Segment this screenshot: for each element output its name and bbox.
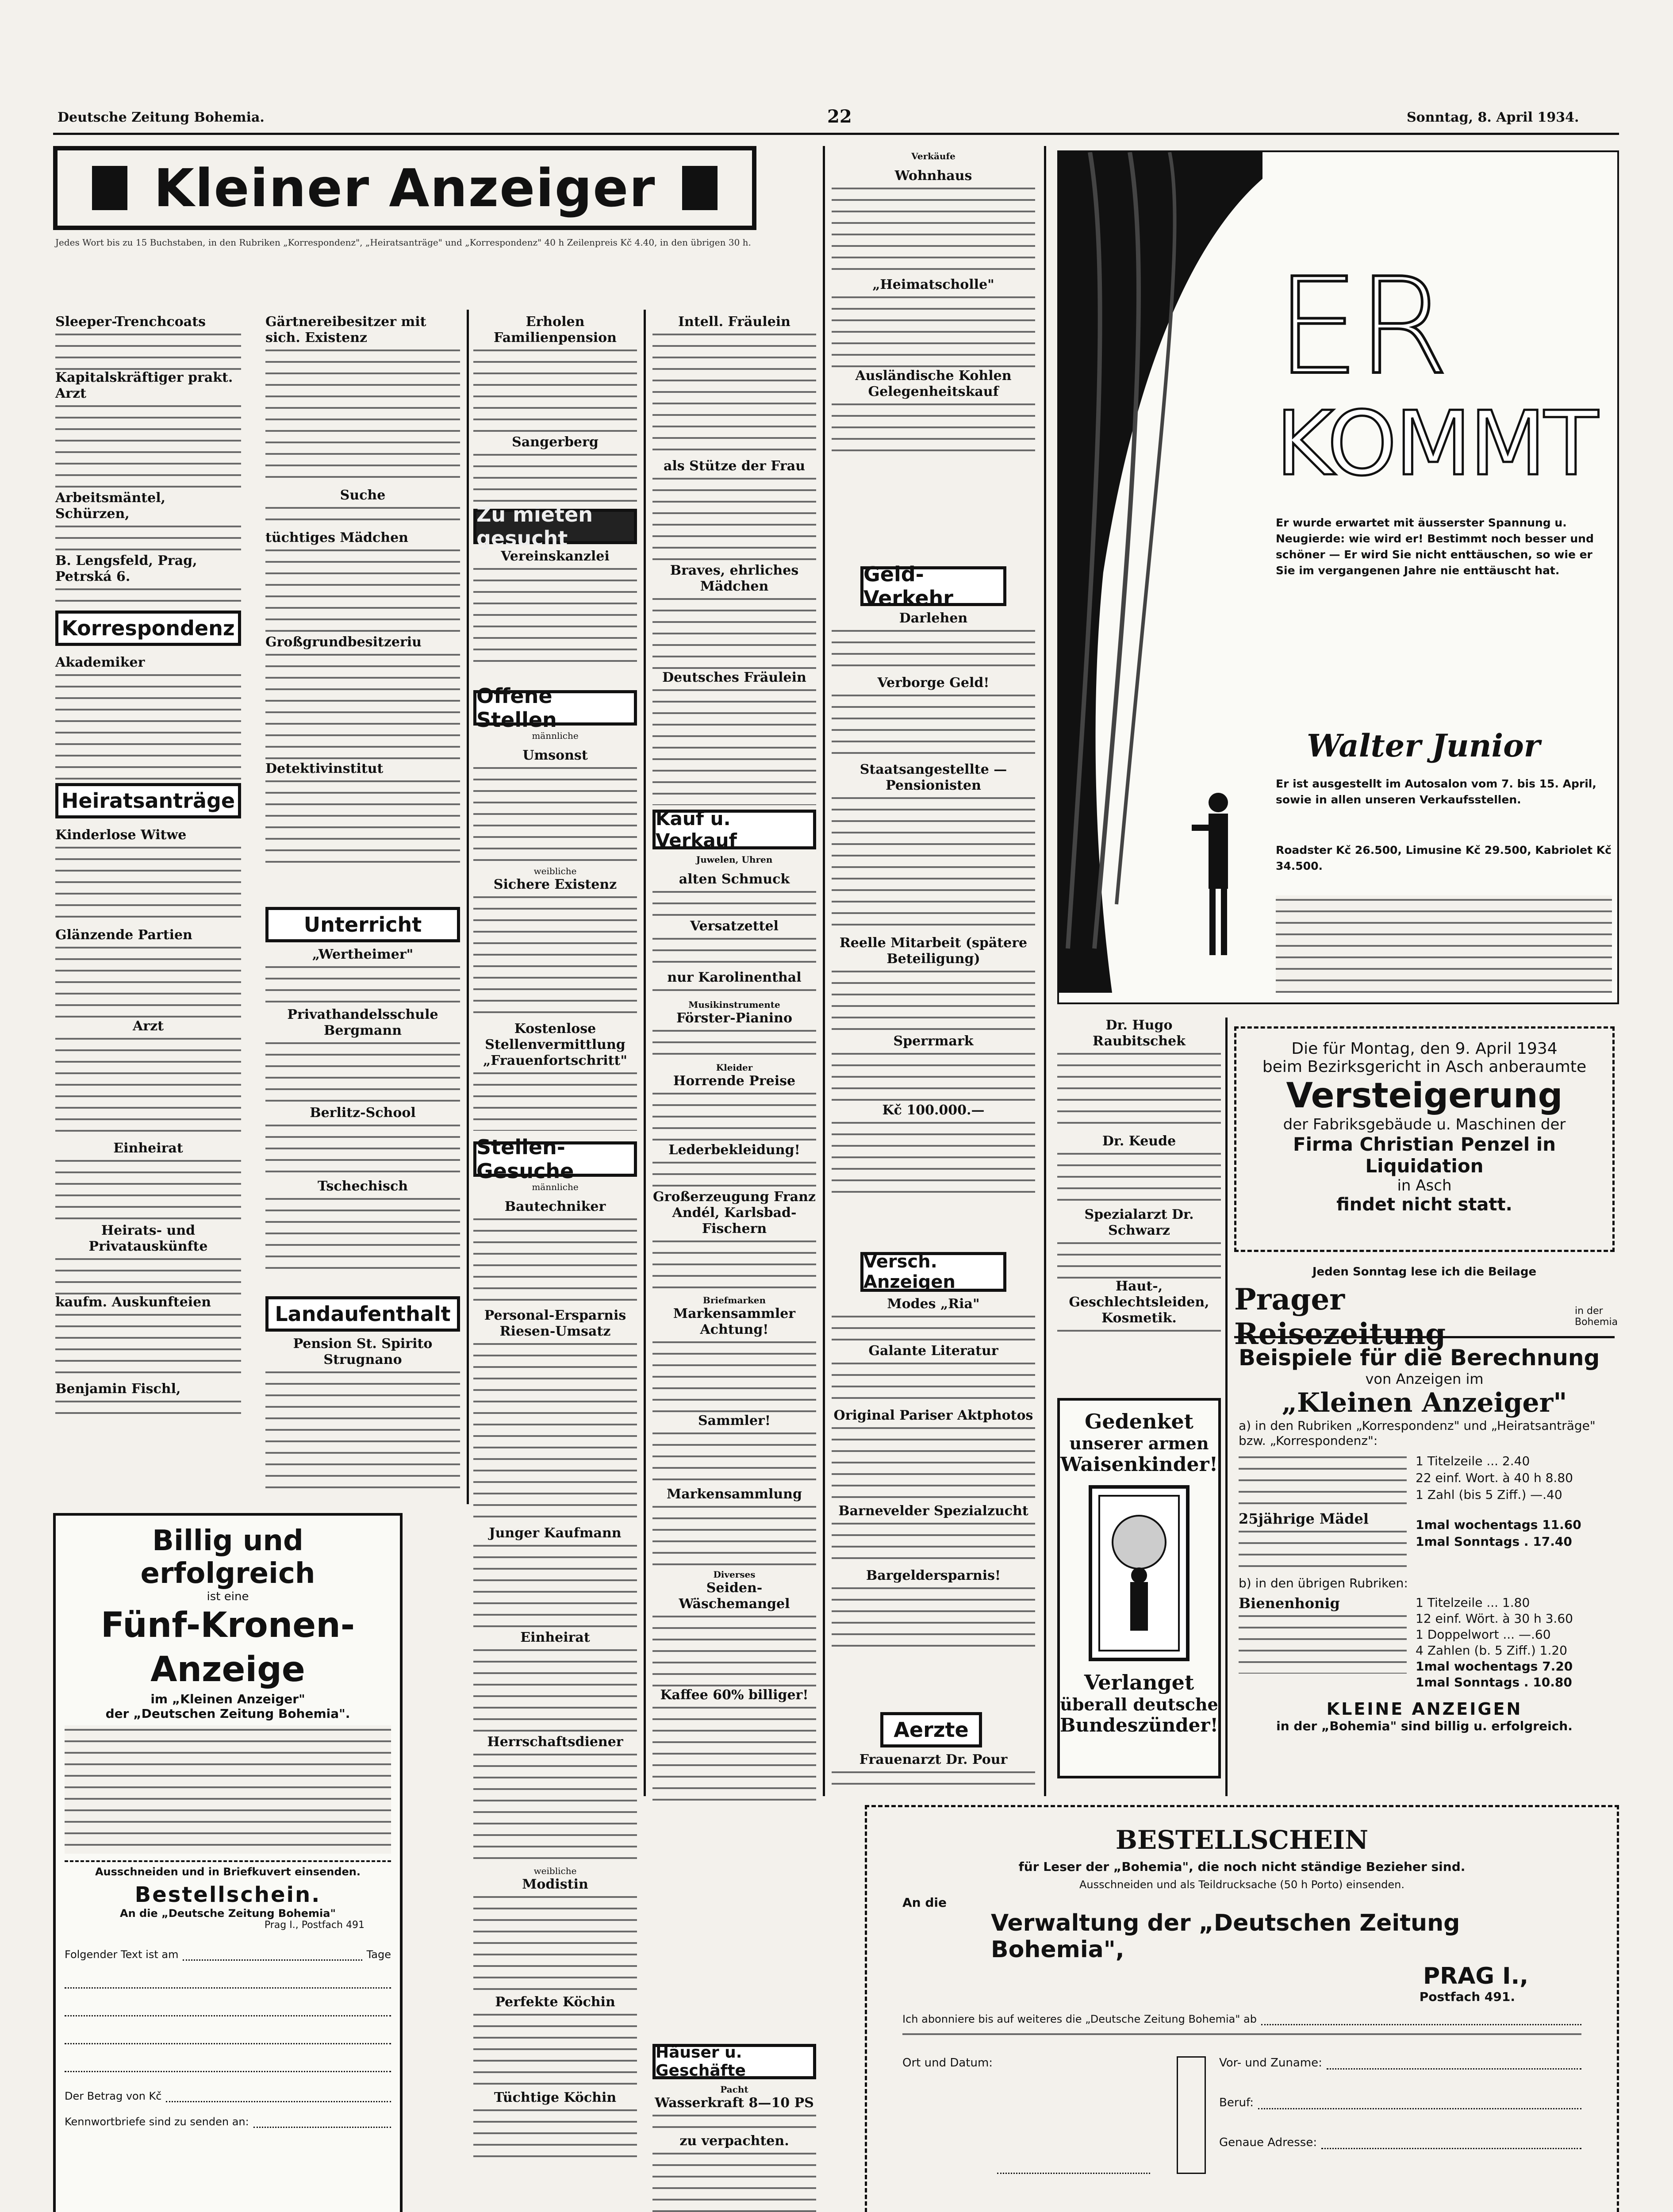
- bs-stamp-box: [1177, 2056, 1206, 2174]
- beisp-footer2: in der „Bohemia" sind billig u. erfolgreich.: [1276, 1719, 1573, 1733]
- ad-title: Bargeldersparnis!: [866, 1568, 1001, 1583]
- ad-body: [1057, 1049, 1221, 1133]
- ad-title: Markensammlung: [667, 1486, 802, 1502]
- ad-title: Personal-Ersparnis: [484, 1308, 626, 1323]
- ad-body: [55, 1034, 241, 1141]
- beisp-name: „Kleinen Anzeiger": [1282, 1387, 1567, 1418]
- beisp-ad2: Bienenhonig: [1239, 1595, 1340, 1612]
- column-2: [265, 314, 460, 865]
- billig-an: An die „Deutsche Zeitung Bohemia": [120, 1907, 336, 1920]
- col-rule: [644, 310, 646, 1796]
- billig-der: der „Deutschen Zeitung Bohemia".: [105, 1706, 350, 1721]
- beisp-example-text: [1239, 1527, 1407, 1571]
- ad-body: [55, 330, 241, 370]
- label-musik: Musikinstrumente: [688, 999, 780, 1010]
- ad-body: [265, 346, 460, 488]
- ad-title: Privathandelsschule Bergmann: [287, 1007, 438, 1038]
- ad-title: Großerzeugung Franz Andél, Karlsbad-Fischern: [653, 1189, 816, 1237]
- ad-body: [832, 1768, 1035, 1790]
- reisezeitung-ad: [1234, 1265, 1618, 1351]
- kommt-headline: KOMMT: [1276, 392, 1596, 495]
- ad-body: [652, 1429, 816, 1486]
- ad-body: [265, 963, 460, 1007]
- er-kommt-ad: [1057, 150, 1619, 1004]
- bs-title: BESTELLSCHEIN: [1115, 1825, 1369, 1855]
- bs-an: An die: [902, 1895, 947, 1910]
- beisp-so2: 1mal Sonntags . 10.80: [1416, 1675, 1572, 1690]
- ad-title: Gärtnereibesitzer mit sich. Existenz: [265, 314, 426, 346]
- ad-title: Gelegenheitskauf: [868, 384, 999, 399]
- vst-line5: findet nicht statt.: [1336, 1194, 1512, 1215]
- beisp-ad1: 25jährige Mädel: [1239, 1510, 1369, 1527]
- ad-title: Heirats- und Privatauskünfte: [88, 1223, 208, 1254]
- ad-title: Frauenarzt Dr. Pour: [859, 1752, 1008, 1767]
- billig-f2: Tage: [366, 1948, 391, 1961]
- running-head-left: Deutsche Zeitung Bohemia.: [58, 110, 265, 125]
- ad-body: [265, 1039, 460, 1105]
- versteigerung-ad: [1234, 1026, 1615, 1252]
- ad-title: „Wertheimer": [312, 947, 414, 962]
- ad-body: [652, 595, 816, 670]
- ad-title: Einheirat: [113, 1141, 183, 1156]
- ad-title: Sleeper-Trenchcoats: [55, 314, 206, 330]
- ad-body: [55, 585, 241, 603]
- er-kommt-body: Er wurde erwartet mit äusserster Spannung u. Neugierde: wie wird er! Bestimmt noch besser und schöner — Er wird Sie nicht enttäuschen, so wie er Sie im vergangenen Jahre nie enttäuscht hat.: [1276, 516, 1594, 577]
- ad-body: [473, 764, 637, 865]
- column-3: [473, 314, 637, 526]
- gedenket-line2: unserer armen: [1069, 1433, 1209, 1453]
- banner-title: Kleiner Anzeiger: [153, 157, 656, 219]
- bs-beruf-field[interactable]: [1258, 2096, 1581, 2109]
- ad-body: [473, 1893, 637, 1994]
- ad-title: Sammler!: [698, 1413, 771, 1429]
- billig-f1: Folgender Text ist am: [65, 1948, 179, 1961]
- column-5b: [832, 611, 1035, 1194]
- section-geld-verkehr: Geld-Verkehr: [860, 566, 1006, 606]
- ad-body: [832, 1118, 1035, 1194]
- section-haeuser: Häuser u. Geschäfte: [652, 2044, 816, 2079]
- beisp-item6: 1 Doppelwort ... —.60: [1416, 1627, 1551, 1642]
- ad-title: Berlitz-School: [310, 1105, 416, 1121]
- ad-title: Akademiker: [55, 655, 145, 670]
- ad-title: Perfekte Köchin: [495, 1994, 615, 2010]
- section-korrespondenz: Korrespondenz: [55, 611, 241, 646]
- section-kauf-verkauf: Kauf u. Verkauf: [652, 810, 816, 849]
- ad-title: Barnevelder Spezialzucht: [838, 1503, 1028, 1519]
- ad-title: Tüchtige Köchin: [494, 2090, 617, 2105]
- gedenket-line3: Waisenkinder!: [1060, 1453, 1218, 1476]
- billig-f3: Der Betrag von Kč: [65, 2090, 162, 2102]
- ad-title: Braves, ehrliches Mädchen: [670, 563, 799, 594]
- ad-title: alten Schmuck: [679, 872, 790, 887]
- ad-body: [832, 626, 1035, 675]
- reise-top: Jeden Sonntag lese ich die Beilage: [1312, 1265, 1537, 1279]
- bestellschein-box: [865, 1805, 1619, 2212]
- ad-title: Kaffee 60% billiger!: [660, 1687, 809, 1703]
- running-head-right: Sonntag, 8. April 1934.: [1407, 110, 1579, 125]
- ad-body: [265, 546, 460, 634]
- ad-title: Kapitalskräftiger prakt. Arzt: [55, 370, 233, 401]
- label-diverses: Diverses: [713, 1569, 756, 1580]
- beisp-wk2: 1mal wochentags 7.20: [1416, 1659, 1573, 1674]
- er-kommt-prices: Roadster Kč 26.500, Limusine Kč 29.500, Kabriolet Kč 34.500.: [1276, 844, 1612, 872]
- ad-title: Arbeitsmäntel, Schürzen,: [55, 490, 166, 522]
- beisp-so1: 1mal Sonntags . 17.40: [1416, 1534, 1572, 1549]
- kleiner-anzeiger-banner: [53, 146, 756, 230]
- beisp-footer: KLEINE ANZEIGEN: [1326, 1699, 1523, 1719]
- col-rule: [1225, 1018, 1228, 1796]
- ad-title: als Stütze der Frau: [663, 458, 806, 474]
- bs-cut: Ausschneiden und als Teildrucksache (50 h Porto) einsenden.: [1079, 1878, 1404, 1891]
- ad-body: [473, 1750, 637, 1865]
- section-zu-mieten: Zu mieten gesucht: [473, 509, 637, 544]
- ad-body: [832, 1312, 1035, 1343]
- ad-title: Seiden-Wäschemangel: [679, 1580, 790, 1612]
- ad-body: [55, 671, 241, 781]
- ad-title: Galante Literatur: [868, 1343, 998, 1359]
- vst-line4: in Asch: [1397, 1177, 1452, 1194]
- er-headline: ER: [1276, 250, 1447, 404]
- intro-text: Jedes Wort bis zu 15 Buchstaben, in den Rubriken „Korrespondenz", „Heiratsanträge" und „Korrespondenz" 40 h Zeilenpreis Kč 4.40, in den übrigen 30 h.: [55, 237, 751, 248]
- bs-ort-field[interactable]: [997, 2056, 1150, 2174]
- billig-body: [65, 1725, 391, 1854]
- bs-fine-print: [902, 2030, 1581, 2043]
- ad-title: Reelle Mitarbeit (spätere Beteiligung): [839, 935, 1028, 967]
- gedenket-line6: Bundeszünder!: [1060, 1714, 1218, 1736]
- bs-sub: für Leser der „Bohemia", die noch nicht ständige Bezieher sind.: [1018, 1859, 1466, 1874]
- section-stellen-gesuche: Stellen-Gesuche: [473, 1141, 637, 1177]
- beisp-item7: 4 Zahlen (b. 5 Ziff.) 1.20: [1416, 1643, 1567, 1658]
- beisp-item4: 1 Titelzeile ... 1.80: [1416, 1595, 1530, 1610]
- label-kleider: Kleider: [716, 1062, 753, 1073]
- ad-body: [652, 1703, 816, 1809]
- ad-body: [652, 1026, 816, 1062]
- er-kommt-offer: Er ist ausgestellt im Autosalon vom 7. bis 15. April, sowie in allen unseren Verkaufsstellen.: [1276, 777, 1596, 806]
- label-maennliche: männliche: [532, 730, 579, 741]
- ad-title: Pension St. Spirito Strugnano: [293, 1336, 433, 1367]
- ad-body: [652, 1158, 816, 1189]
- beisp-item5: 12 einf. Wört. à 30 h 3.60: [1416, 1611, 1573, 1626]
- ad-body: [473, 893, 637, 1021]
- bs-postfach: Postfach 491.: [1419, 1989, 1515, 2004]
- ad-body: [265, 1368, 460, 1496]
- section-heiratsantraege: Heiratsanträge: [55, 783, 241, 818]
- ad-title: nur Karolinenthal: [667, 970, 802, 985]
- ad-body: [652, 1089, 816, 1142]
- billig-bestell: Bestellschein.: [134, 1882, 321, 1907]
- ad-body: [652, 2149, 816, 2212]
- ad-title: Modistin: [522, 1877, 588, 1892]
- vst-title: Versteigerung: [1286, 1076, 1563, 1116]
- section-unterricht: Unterricht: [265, 907, 460, 942]
- ad-body: [1057, 1326, 1221, 1340]
- section-versch-anzeigen: Versch. Anzeigen: [860, 1252, 1006, 1292]
- column-4b: [652, 872, 816, 1809]
- ad-title: Haut-, Geschlechtsleiden, Kosmetik.: [1069, 1279, 1209, 1326]
- bs-text: Ich abonniere bis auf weiteres die „Deutsche Zeitung Bohemia" ab: [902, 2013, 1257, 2025]
- ad-title: Tschechisch: [317, 1179, 408, 1194]
- section-aerzte: Aerzte: [880, 1712, 982, 1747]
- ad-body: [652, 474, 816, 563]
- ad-body: [652, 1338, 816, 1413]
- walter-junior: Walter Junior: [1307, 727, 1540, 764]
- ad-title: Modes „Ria": [887, 1296, 980, 1312]
- ad-title: kaufm. Auskunfteien: [55, 1294, 211, 1310]
- ad-body: [55, 1397, 241, 1424]
- ad-title: Sperrmark: [893, 1033, 974, 1049]
- ad-title: Benjamin Fischl,: [55, 1381, 181, 1397]
- ad-title: Intell. Fräulein: [678, 314, 790, 330]
- ad-body: [473, 2010, 637, 2090]
- ad-title: Versatzettel: [690, 918, 779, 934]
- ad-title: Staatsangestellte — Pensionisten: [860, 762, 1007, 793]
- column-5d: [832, 1752, 1035, 1790]
- ad-title: Großgrundbesitzeriu: [265, 634, 422, 650]
- label-briefmarken: Briefmarken: [702, 1295, 766, 1306]
- ad-title: „Heimatscholle": [872, 277, 994, 292]
- ad-title: Spezialarzt Dr. Schwarz: [1084, 1207, 1194, 1238]
- ad-title: Deutsches Fräulein: [662, 670, 806, 685]
- billig-text-line[interactable]: [65, 2002, 391, 2016]
- ad-title: Verborge Geld!: [877, 675, 990, 691]
- ad-body: [55, 1255, 241, 1294]
- col-rule: [1044, 146, 1046, 1796]
- label-weibliche-2: weibliche: [533, 1866, 577, 1876]
- reise-title: Prager Reisezeitung: [1234, 1282, 1446, 1351]
- ad-body: [265, 503, 460, 530]
- ad-title: B. Lengsfeld, Prag, Petrská 6.: [55, 553, 197, 584]
- ad-body: [652, 686, 816, 805]
- section-landaufenthalt: Landaufenthalt: [265, 1296, 460, 1332]
- ad-body: [55, 1156, 241, 1223]
- bs-start-date-field[interactable]: [1261, 2013, 1581, 2025]
- beisp-b: b) in den übrigen Rubriken:: [1239, 1576, 1408, 1590]
- ad-title: Ausländische Kohlen: [855, 368, 1012, 384]
- ad-body: [652, 1612, 816, 1687]
- ad-title: Glänzende Partien: [55, 927, 192, 943]
- gedenket-line4: Verlanget: [1084, 1671, 1194, 1694]
- ad-body: [832, 794, 1035, 935]
- ad-body: [265, 1194, 460, 1279]
- vst-line1: Die für Montag, den 9. April 1934: [1291, 1040, 1558, 1058]
- ad-body: [652, 330, 816, 458]
- ad-body: [652, 887, 816, 918]
- ad-title: tüchtiges Mädchen: [265, 530, 408, 545]
- section-offene-stellen: Offene Stellen: [473, 690, 637, 726]
- ad-body: [473, 2106, 637, 2159]
- ad-title: Junger Kaufmann: [489, 1525, 622, 1541]
- ad-body: [473, 1069, 637, 1131]
- beisp-wk1: 1mal wochentags 11.60: [1416, 1517, 1581, 1532]
- column-2c: [265, 1336, 460, 1496]
- gedenket-line5: überall deutsche: [1060, 1694, 1218, 1714]
- gedenket-line1: Gedenket: [1085, 1409, 1193, 1433]
- ad-title: Herrschaftsdiener: [487, 1734, 623, 1750]
- header-rule: [53, 133, 1619, 135]
- ad-body: [473, 1541, 637, 1630]
- ad-body: [473, 565, 637, 666]
- col-rule: [823, 146, 825, 1796]
- column-3c: [473, 748, 637, 1131]
- vst-line3: der Fabriksgebäude u. Maschinen der: [1283, 1116, 1566, 1133]
- ad-body: [265, 650, 460, 761]
- billig-title: Billig und erfolgreich: [140, 1525, 315, 1590]
- beisp-title: Beispiele für die Berechnung: [1239, 1345, 1600, 1371]
- bs-verw: Verwaltung der „Deutschen Zeitung Bohemia",: [991, 1910, 1460, 1963]
- ad-title: Wasserkraft 8—10 PS: [655, 2095, 814, 2111]
- ad-title: Kinderlose Witwe: [55, 827, 187, 843]
- ad-title: Familienpension: [494, 330, 617, 346]
- ad-body: [832, 400, 1035, 457]
- matchbox-illustration: [1088, 1485, 1190, 1662]
- ad-body: [1057, 1239, 1221, 1279]
- ad-title: Vereinskanzlei: [501, 549, 610, 564]
- curtain-illustration: [1059, 152, 1267, 1002]
- ad-body: [1057, 1149, 1221, 1207]
- ad-title: Detektivinstitut: [265, 761, 384, 776]
- ad-title: zu verpachten.: [679, 2133, 789, 2149]
- billig-amount-field[interactable]: [166, 2090, 391, 2102]
- ad-body: [473, 1215, 637, 1308]
- column-4: [652, 314, 816, 805]
- ad-body: [55, 943, 241, 1018]
- ad-title: Kostenlose Stellenvermittlung „Frauenfortschritt": [483, 1021, 628, 1068]
- ad-body: [265, 1121, 460, 1179]
- bs-beruf: Beruf:: [1219, 2096, 1254, 2109]
- bs-adresse: Genaue Adresse:: [1219, 2136, 1317, 2149]
- ad-body: [473, 346, 637, 434]
- billig-ad: [53, 1513, 403, 2212]
- banner-block-left: [92, 166, 127, 210]
- billig-big: Fünf-Kronen-Anzeige: [100, 1605, 355, 1690]
- billig-date-field[interactable]: [183, 1948, 362, 1961]
- ad-title: Bautechniker: [504, 1199, 606, 1214]
- billig-address-field[interactable]: [253, 2116, 391, 2128]
- vst-line2: beim Bezirksgericht in Asch anberaumte: [1262, 1058, 1587, 1076]
- bs-name-field[interactable]: [1327, 2056, 1581, 2070]
- ad-title: Wohnhaus: [894, 168, 972, 184]
- ad-body: [473, 1340, 637, 1525]
- bs-prag: PRAG I.,: [1423, 1963, 1528, 1989]
- banner-block-right: [682, 166, 718, 210]
- ad-title: Erholen: [526, 314, 585, 330]
- column-6: [1057, 1018, 1221, 1340]
- ad-body: [832, 691, 1035, 762]
- beisp-a: a) in den Rubriken „Korrespondenz" und „Heiratsanträge" bzw. „Korrespondenz":: [1239, 1418, 1596, 1448]
- ad-body: [55, 1310, 241, 1381]
- column-1c: [55, 827, 241, 1424]
- column-5: [832, 168, 1035, 457]
- ad-title: Riesen-Umsatz: [499, 1324, 611, 1339]
- ad-body: [652, 1502, 816, 1569]
- beisp-example-text: [1239, 1453, 1407, 1510]
- ad-title: Einheirat: [520, 1630, 590, 1645]
- ad-title: Suche: [340, 488, 386, 503]
- col-rule: [467, 310, 469, 1504]
- label-pacht: Pacht: [720, 2084, 748, 2095]
- column-3b: [473, 549, 637, 666]
- billig-f4: Kennwortbriefe sind zu senden an:: [65, 2116, 249, 2128]
- ad-body: [832, 1519, 1035, 1568]
- bs-adresse-field[interactable]: [1321, 2136, 1581, 2149]
- reise-side: in der Bohemia: [1575, 1306, 1618, 1328]
- ad-body: [832, 967, 1035, 1033]
- ad-body: [652, 986, 816, 999]
- ad-body: [832, 184, 1035, 277]
- ad-body: [55, 402, 241, 490]
- ad-title: Förster-Pianino: [676, 1010, 792, 1026]
- ad-title: Arzt: [133, 1018, 164, 1034]
- billig-cut: Ausschneiden und in Briefkuvert einsenden.: [65, 1860, 391, 1878]
- ad-title: Lederbekleidung!: [668, 1142, 800, 1158]
- column-1: [55, 314, 241, 603]
- beisp-item2: 22 einf. Wort. à 40 h 8.80: [1416, 1471, 1573, 1485]
- ad-body: [832, 1049, 1035, 1102]
- ad-body: [55, 522, 241, 553]
- beisp-sub: von Anzeigen im: [1365, 1371, 1484, 1387]
- er-kommt-dealers: [1276, 895, 1612, 993]
- billig-prag: Prag I., Postfach 491: [264, 1920, 365, 1931]
- label-verkaeufe: Verkäufe: [911, 151, 955, 161]
- ad-body: [832, 1584, 1035, 1650]
- beisp-item1: 1 Titelzeile ... 2.40: [1416, 1454, 1530, 1468]
- ad-title: Darlehen: [899, 611, 968, 626]
- ad-title: Horrende Preise: [673, 1073, 796, 1089]
- ad-title: Sichere Existenz: [493, 877, 617, 892]
- billig-text-line[interactable]: [65, 2030, 391, 2044]
- column-3d: [473, 1199, 637, 2159]
- ad-body: [265, 777, 460, 865]
- beisp-item3: 1 Zahl (bis 5 Ziff.) —.40: [1416, 1487, 1562, 1502]
- column-2b: [265, 947, 460, 1279]
- ad-title: Markensammler Achtung!: [673, 1306, 796, 1337]
- ad-body: [55, 843, 241, 927]
- bs-ort: Ort und Datum:: [902, 2056, 993, 2070]
- ad-title: Sangerberg: [512, 434, 599, 450]
- ad-body: [832, 1424, 1035, 1503]
- ad-title: Dr. Hugo Raubitschek: [1093, 1018, 1186, 1049]
- vst-firm: Firma Christian Penzel in Liquidation: [1293, 1133, 1556, 1177]
- billig-ist: ist eine: [207, 1590, 249, 1603]
- ad-body: [652, 2111, 816, 2133]
- column-5c: [832, 1296, 1035, 1650]
- label-weibliche: weibliche: [533, 866, 577, 876]
- label-maennliche-2: männliche: [532, 1182, 579, 1192]
- billig-im: im „Kleinen Anzeiger": [150, 1692, 305, 1706]
- ad-title: Dr. Keude: [1102, 1133, 1176, 1149]
- page-number: 22: [827, 106, 852, 127]
- ad-body: [473, 1646, 637, 1734]
- bs-vorname: Vor- und Zuname:: [1219, 2056, 1322, 2070]
- billig-text-line[interactable]: [65, 2058, 391, 2072]
- beispiele-box: [1234, 1336, 1615, 1787]
- ad-body: [832, 293, 1035, 368]
- ad-title: Umsonst: [522, 748, 588, 763]
- ad-body: [652, 934, 816, 970]
- beisp-example-text: [1239, 1612, 1407, 1674]
- ad-body: [652, 1237, 816, 1294]
- billig-text-line[interactable]: [65, 1974, 391, 1989]
- label-juwelen: Juwelen, Uhren: [696, 854, 773, 865]
- column-4c: [652, 2084, 816, 2212]
- column-1b: [55, 655, 241, 781]
- ad-title: Original Pariser Aktphotos: [833, 1408, 1033, 1423]
- ad-title: Kč 100.000.—: [882, 1102, 985, 1118]
- gedenket-ad: [1057, 1398, 1221, 1778]
- ad-body: [832, 1359, 1035, 1408]
